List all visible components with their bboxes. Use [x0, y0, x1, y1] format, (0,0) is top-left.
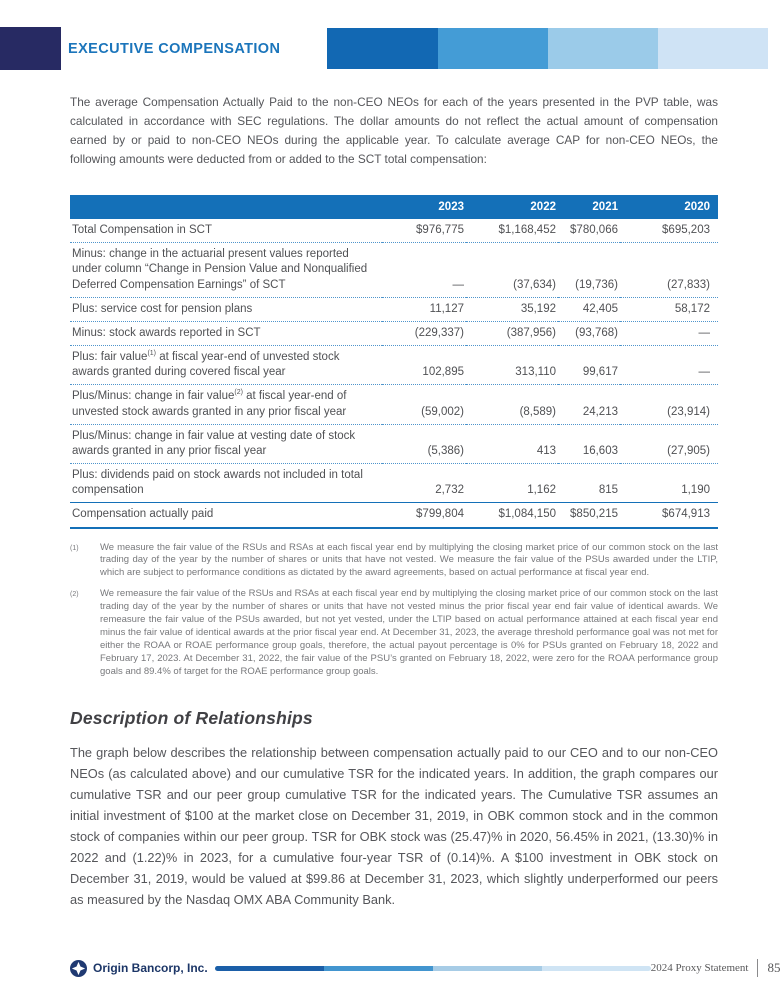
footer-page-number: 85: [767, 960, 780, 975]
band-segment: [548, 28, 658, 69]
cell-value: (37,634): [513, 278, 556, 291]
cell-value: $674,913: [662, 508, 710, 521]
column-header-year: 2020: [620, 195, 718, 219]
footnote: [70, 588, 718, 678]
row-label: Total Compensation in SCT: [72, 224, 212, 236]
cell-value: —: [698, 326, 710, 339]
cell-value: (27,833): [667, 278, 710, 291]
footer-bar-segment: [433, 966, 542, 971]
footer-bar-segment: [215, 966, 324, 971]
cell-value: 102,895: [422, 366, 464, 379]
page-footer: [70, 957, 780, 979]
footer-company-name: Origin Bancorp, Inc.: [93, 961, 208, 975]
cell-value: (23,914): [667, 405, 710, 418]
column-header-year: 2023: [382, 195, 466, 219]
cell-value: (27,905): [667, 444, 710, 457]
footnote-text: We measure the fair value of the RSUs and RSAs at each fiscal year end by multiplying the closing market price of our common stock on the last trading day of the year by the number of shares or units that have not vested. We measure the fair value of the PSUs awarded under the LTIP, which are subject to performance conditions as dictated by the award agreements, based on actual performance at fiscal year end.: [100, 541, 718, 579]
cell-value: (8,589): [519, 405, 556, 418]
section-heading: Description of Relationships: [70, 707, 313, 728]
page-title: EXECUTIVE COMPENSATION: [68, 40, 281, 57]
row-label: Minus: change in the actuarial present values reported under column “Change in Pension Value and Nonqualified Deferred Compensation Earnings” of SCT: [72, 248, 368, 291]
footnote-ref: (2): [234, 389, 243, 397]
footnote-marker: (1): [70, 544, 79, 552]
table-row: [70, 243, 718, 298]
table-row: [70, 385, 718, 424]
cell-value: 2,732: [435, 484, 464, 497]
header-accent-block: [0, 27, 61, 70]
cell-value: $976,775: [416, 224, 464, 236]
cell-value: 1,162: [527, 484, 556, 497]
footnote-marker: (2): [70, 591, 79, 599]
page-content: [70, 93, 718, 910]
section-paragraph: The graph below describes the relationship between compensation actually paid to our CEO and to our non-CEO NEOs (as calculated above) and our cumulative TSR for the indicated years. In addition, the graph compares our cumulative TSR and our peer group cumulative TSR for the indicated years. The Cumulative TSR assumes an initial investment of $100 at the market close on December 31, 2019, in OBK common stock and in the common stock of companies within our peer group. TSR for OBK stock was (25.47)% in 2020, 56.45% in 2021, (13.30)% in 2022 and (1.22)% in 2023, for a cumulative four-year TSR of (0.14)%. A $100 investment in OBK stock on December 31, 2019, would be valued at $99.86 at December 31, 2023, which slightly underperformed our peers as measured by the Nasdaq OMX ABA Community Bank.: [70, 744, 718, 907]
band-segment: [327, 28, 438, 69]
footer-document-title: 2024 Proxy Statement: [650, 962, 749, 974]
cell-value: $1,084,150: [498, 508, 556, 521]
cell-value: 815: [598, 484, 618, 497]
row-label: Plus/Minus: change in fair value at vesting date of stock awards granted in any prior fiscal year: [72, 429, 356, 457]
cell-value: (93,768): [575, 326, 618, 339]
page-header: [0, 27, 768, 70]
table-header-row: [70, 195, 718, 219]
cell-value: 413: [536, 444, 556, 457]
cell-value: (19,736): [575, 278, 618, 291]
cell-value: (59,002): [421, 405, 464, 418]
cell-value: (387,956): [506, 326, 556, 339]
table-row: [70, 219, 718, 243]
row-label: Minus: stock awards reported in SCT: [72, 326, 261, 339]
footnotes: [70, 542, 718, 679]
row-label: Plus: fair value$^{(1)}$ at fiscal year-end of unvested stock awards granted during covered fiscal year: [72, 350, 340, 379]
cell-value: $799,804: [416, 508, 464, 521]
origin-bancorp-logo-icon: [70, 960, 87, 977]
cell-value: (229,337): [414, 326, 464, 339]
table-row-total: [70, 503, 718, 528]
row-label: Plus: service cost for pension plans: [72, 302, 253, 315]
column-header-year: 2021: [558, 195, 620, 219]
footer-bar-segment: [542, 966, 651, 971]
cell-value: 313,110: [515, 366, 556, 379]
table-row: [70, 464, 718, 503]
footer-gradient-bar: [215, 966, 651, 971]
footer-bar-segment: [324, 966, 433, 971]
footer-divider: [757, 959, 758, 977]
footer-right-group: [651, 959, 780, 977]
cell-value: 58,172: [674, 302, 710, 315]
cell-value: $780,066: [570, 224, 618, 236]
intro-paragraph: The average Compensation Actually Paid to the non-CEO NEOs for each of the years presented in the PVP table, was calculated in accordance with SEC regulations. The dollar amounts do not reflect the actual amount of compensation earned by or paid to non-CEO NEOs during the applicable year. To calculate average CAP for non-CEO NEOs, the following amounts were deducted from or added to the SCT total compensation:: [70, 95, 718, 166]
cell-value: —: [698, 366, 710, 379]
footnote: [70, 542, 718, 581]
footnote-text: We remeasure the fair value of the RSUs and RSAs at each fiscal year end by multiplying the closing market price of our common stock on the last trading day of the year by the number of shares or units that have not vested minus the prior fiscal year end fair value of identical awards. We remeasure the fair value of the PSUs awarded, but not yet vested, under the LTIP based on actual performance attained at each fiscal year end minus the fair value of identical awards at the prior fiscal year end. At December 31, 2023, the average threshold performance goal was not met for either the ROAA or ROAE performance group goals, therefore, the actual payout percentage is 0% for PSUs granted on February 18, 2022 and February 17, 2023. At December 31, 2022, the fair value of the PSU’s granted on February 18, 2022, were zero for the ROAA performance group goals and 89.4% of target for the ROAE performance group goals.: [100, 588, 718, 677]
row-label: Compensation actually paid: [72, 508, 214, 521]
cell-value: 11,127: [429, 302, 464, 315]
cell-value: 35,192: [520, 302, 556, 315]
cell-value: $695,203: [662, 224, 710, 236]
table-row: [70, 346, 718, 385]
cell-value: 1,190: [681, 484, 710, 497]
cell-value: 24,213: [582, 405, 618, 418]
table-row: [70, 297, 718, 321]
row-label: Plus: dividends paid on stock awards not included in total compensation: [72, 469, 363, 497]
cell-value: 42,405: [582, 302, 618, 315]
band-segment: [658, 28, 768, 69]
compensation-table: [70, 195, 718, 529]
row-label: Plus/Minus: change in fair value$^{(2)}$ at fiscal year-end of unvested stock awards granted in any prior fiscal year: [72, 389, 347, 418]
band-segment: [438, 28, 548, 69]
cell-value: $1,168,452: [498, 224, 556, 236]
cell-value: —: [452, 278, 464, 291]
cell-value: 16,603: [582, 444, 618, 457]
column-header-year: 2022: [466, 195, 558, 219]
header-color-band: [327, 28, 768, 69]
cell-value: (5,386): [427, 444, 464, 457]
table-row: [70, 321, 718, 345]
cell-value: 99,617: [582, 366, 618, 379]
column-header-empty: [70, 195, 382, 219]
cell-value: $850,215: [570, 508, 618, 521]
table-row: [70, 424, 718, 463]
footnote-ref: (1): [147, 350, 156, 358]
